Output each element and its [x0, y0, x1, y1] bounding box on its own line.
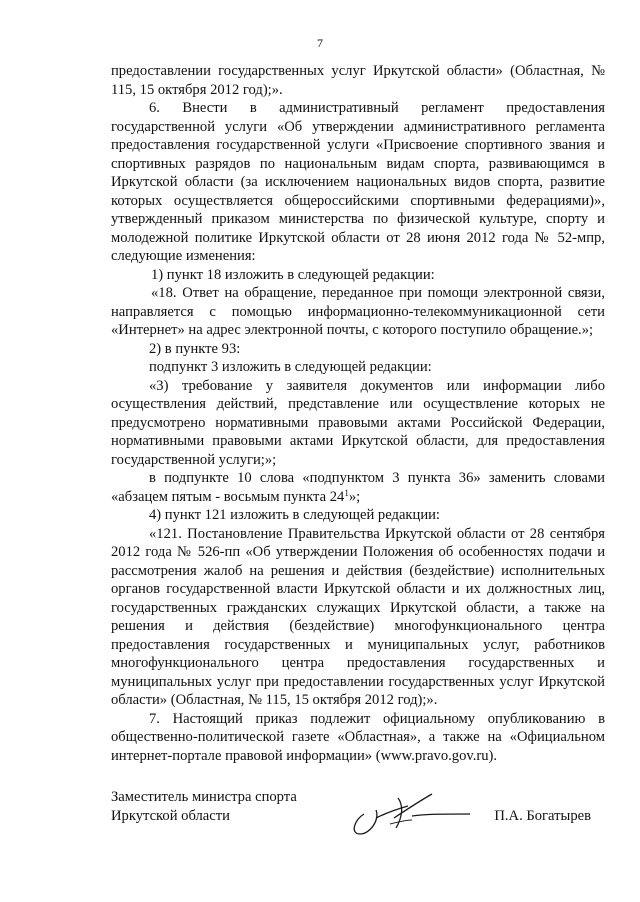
document-body — [111, 62, 605, 765]
paragraph-item-6: 6. Внести в административный регламент предоставления государственной услуги «Об утверждении административного регламента предоставления государственной услуги «Присвоение спортивного звания и спортивных разрядов по национальным видам спорта, развивающимся в Иркутской области (за исключением национальных видов спорта, развитие которых осуществляется общероссийскими спортивными федерациями)», утвержденный приказом министерства по физической культуре, спорту и молодежной политике Иркутской области от 28 июня 2012 года № 52-мпр, следующие изменения: — [111, 100, 605, 264]
paragraph-subitem-1: 1) пункт 18 изложить в следующей редакции: — [151, 266, 435, 283]
paragraph-subitem-2: 2) в пункте 93: — [149, 340, 241, 357]
handwritten-signature — [346, 784, 486, 842]
paragraph-quote-18: «18. Ответ на обращение, переданное при помощи электронной связи, направляется с помощью информационно-телекоммуникационной сети «Интернет» на адрес электронной почты, с которого поступило обращение.»; — [111, 285, 605, 338]
position-line-2: Иркутской области — [111, 808, 230, 824]
paragraph-subpoint-10 — [111, 469, 605, 506]
paragraph-quote-121: «121. Постановление Правительства Иркутской области от 28 сентября 2012 года № 526-пп «Об утверждении Положения об особенностях подачи и рассмотрения жалоб на решения и действия (бездействие) исполнительных органов государственной власти Иркутской области и их должностных лиц, государственных гражданских служащих Иркутской области, а также на решения и действия (бездействие) многофункционального центра предоставления государственных и муниципальных услуг, работников многофункционального центра предоставления государственных и муниципальных услуг при предоставлении государственных услуг Иркутской области» (Областная, № 115, 15 октября 2012 год);». — [111, 525, 605, 708]
position-line-1: Заместитель министра спорта — [111, 789, 297, 805]
signature-block — [111, 788, 605, 848]
signatory-name: П.А. Богатырев — [494, 808, 591, 824]
paragraph-subpoint-3: подпункт 3 изложить в следующей редакции: — [149, 359, 432, 375]
paragraph-quote-3: «3) требование у заявителя документов или информации либо осуществления действий, представление или осуществление которых не предусмотрено нормативными правовыми актами Российской Федерации, нормативными правовыми актами Иркутской области, для предоставления государственной услуги;»; — [111, 377, 605, 468]
page-number: 7 — [317, 36, 323, 50]
subpoint-10-text: в подпункте 10 слова «подпунктом 3 пункта 36» заменить словами «абзацем пятым - восьмым пункта 24 — [111, 470, 605, 505]
paragraph-item-7: 7. Настоящий приказ подлежит официальному опубликованию в общественно-политической газете «Областная», а также на «Официальном интернет-портале правовой информации» (www.pravo.gov.ru). — [111, 710, 605, 764]
paragraph-subitem-4: 4) пункт 121 изложить в следующей редакции: — [149, 507, 440, 523]
paragraph-continuation: предоставлении государственных услуг Иркутской области» (Областная, № 115, 15 октября 2012 год);». — [111, 63, 605, 98]
signatory-position — [111, 788, 297, 826]
footnote-superscript: 1 — [344, 487, 349, 498]
subpoint-10-end: »; — [348, 488, 361, 505]
